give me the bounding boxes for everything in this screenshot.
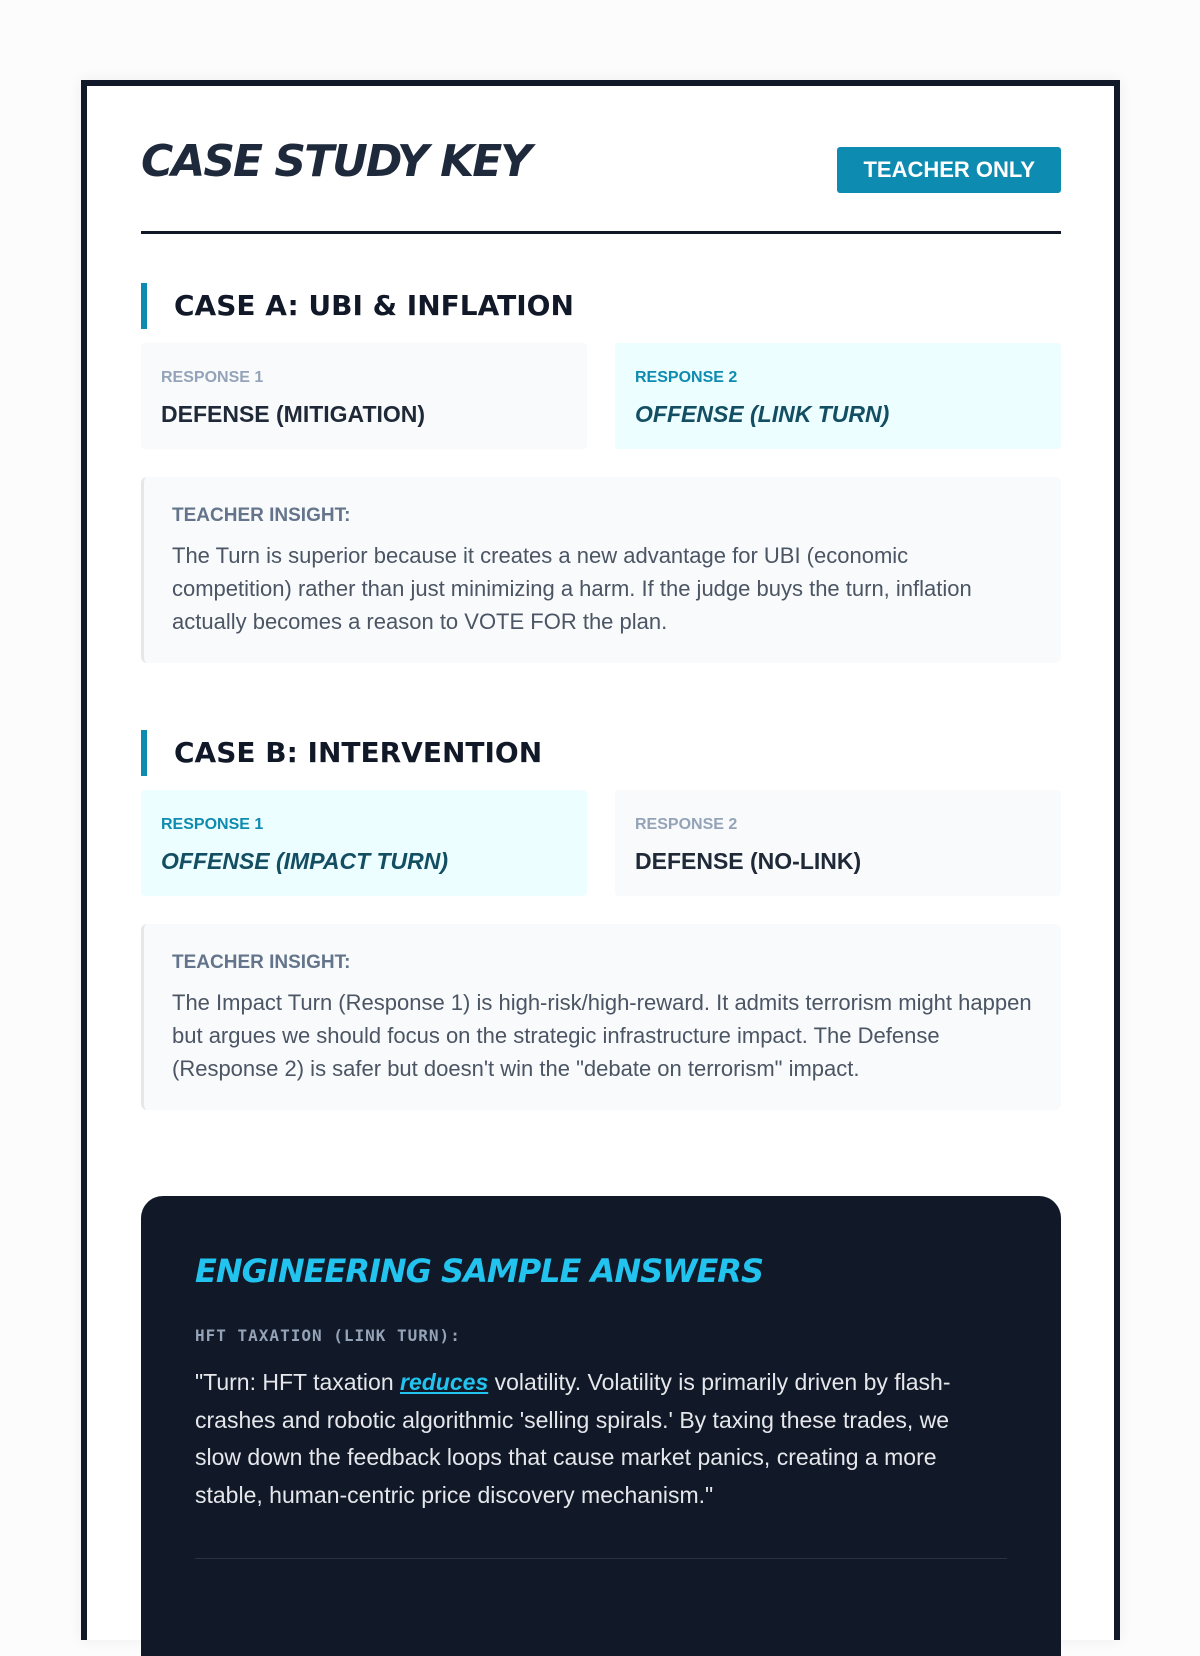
- response-value: OFFENSE (LINK TURN): [635, 401, 890, 427]
- insight-text: The Impact Turn (Response 1) is high-risk/high-reward. It admits terrorism might happen but argues we should focus on the strategic infrastructure impact. The Defense (Response 2) is safer but doesn't win the "debate on terrorism" impact.: [172, 990, 1032, 1081]
- response-label: RESPONSE 1: [161, 816, 264, 833]
- highlighted-term: reduces: [400, 1369, 489, 1395]
- response-label: RESPONSE 2: [635, 816, 738, 833]
- case-a-heading: CASE A: UBI & INFLATION: [141, 283, 1061, 329]
- answer-text-start: "Turn: HFT taxation: [195, 1369, 401, 1395]
- teacher-only-badge: TEACHER ONLY: [837, 147, 1061, 193]
- sheet-header: [141, 86, 1061, 234]
- answer-key-sheet: [81, 80, 1120, 1640]
- response-value: OFFENSE (IMPACT TURN): [161, 848, 449, 874]
- insight-label: TEACHER INSIGHT:: [172, 952, 351, 973]
- case-b-teacher-insight: [141, 924, 1061, 1110]
- case-b-response-1: [141, 790, 587, 896]
- case-b-responses: [141, 790, 1061, 896]
- engineering-title: ENGINEERING SAMPLE ANSWERS: [195, 1252, 763, 1290]
- case-b-heading: CASE B: INTERVENTION: [141, 730, 1061, 776]
- response-label: RESPONSE 1: [161, 369, 264, 386]
- response-value: DEFENSE (NO-LINK): [635, 848, 862, 874]
- case-a-teacher-insight: [141, 477, 1061, 663]
- case-b-response-2: [615, 790, 1061, 896]
- insight-text: The Turn is superior because it creates a new advantage for UBI (economic competition) rather than just minimizing a harm. If the judge buys the turn, inflation actually becomes a reason to VOTE FOR the plan.: [172, 543, 972, 634]
- page-title: CASE STUDY KEY: [141, 136, 531, 187]
- response-value: DEFENSE (MITIGATION): [161, 401, 426, 427]
- case-a-responses: [141, 343, 1061, 449]
- section-divider: [195, 1558, 1007, 1559]
- case-a-response-1: [141, 343, 587, 449]
- engineering-subtitle: HFT TAXATION (LINK TURN):: [195, 1326, 461, 1345]
- case-a-response-2: [615, 343, 1061, 449]
- answer-text-end: volatility. Volatility is primarily driven by flash-crashes and robotic algorithmic 'selling spirals.' By taxing these trades, we slow down the feedback loops that cause market panics, creating a more stable, human-centric price discovery mechanism.": [195, 1369, 951, 1508]
- case-a-section: [141, 283, 1061, 663]
- insight-label: TEACHER INSIGHT:: [172, 505, 351, 526]
- case-b-section: [141, 730, 1061, 1110]
- sheet-content: [141, 86, 1061, 1508]
- engineering-answer-text: [195, 1364, 995, 1514]
- engineering-sample-answers: [141, 1196, 1061, 1656]
- response-label: RESPONSE 2: [635, 369, 738, 386]
